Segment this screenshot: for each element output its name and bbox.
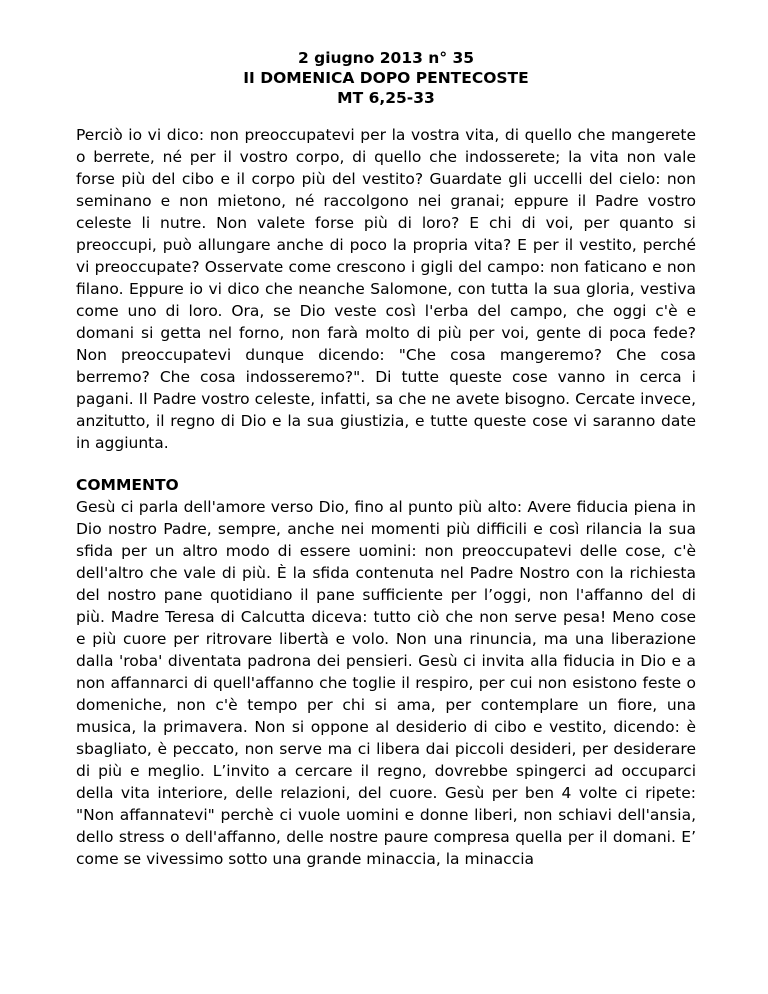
gospel-paragraph: Perciò io vi dico: non preoccupatevi per la vostra vita, di quello che mangerete o berrete, né per il vostro corpo, di quello che indosserete; la vita non vale forse più del cibo e il corpo più del vestito? Guardate gli uccelli del cielo: non seminano e non mietono, né raccolgono nei granai; eppure il Padre vostro celeste li nutre. Non valete forse più di loro? E chi di voi, per quanto si preoccupi, può allungare anche di poco la propria vita? E per il vestito, perché vi preoccupate? Osservate come crescono i gigli del campo: non faticano e non filano. Eppure io vi dico che neanche Salomone, con tutta la sua gloria, vestiva come uno di loro. Ora, se Dio veste così l'erba del campo, che oggi c'è e domani si getta nel forno, non farà molto di più per voi, gente di poca fede? Non preoccupatevi dunque dicendo: "Che cosa mangeremo? Che cosa berremo? Che cosa indosseremo?". Di tutte queste cose vanno in cerca i pagani. Il Padre vostro celeste, infatti, sa che ne avete bisogno. Cercate invece, anzitutto, il regno di Dio e la sua giustizia, e tutte queste cose vi saranno date in aggiunta. [76,126,696,452]
document-page [76,48,696,870]
date-line: 2 giugno 2013 n° 35 [297,49,475,67]
comment-heading: COMMENTO [76,476,179,494]
sunday-title: II DOMENICA DOPO PENTECOSTE [243,69,529,87]
document-header [76,48,696,108]
gospel-reference: MT 6,25-33 [337,89,435,107]
comment-paragraph: Gesù ci parla dell'amore verso Dio, fino al punto più alto: Avere fiducia piena in Dio nostro Padre, sempre, anche nei momenti più difficili e così rilancia la sua sfida per un altro modo di essere uomini: non preoccupatevi delle cose, c'è dell'altro che vale di più. È la sfida contenuta nel Padre Nostro con la richiesta del nostro pane quotidiano il pane sufficiente per l’oggi, non l'affanno del di più. Madre Teresa di Calcutta diceva: tutto ciò che non serve pesa! Meno cose e più cuore per ritrovare libertà e volo. Non una rinuncia, ma una liberazione dalla 'roba' diventata padrona dei pensieri. Gesù ci invita alla fiducia in Dio e a non affannarci di quell'affanno che toglie il respiro, per cui non esistono feste o domeniche, non c'è tempo per chi si ama, per contemplare un fiore, una musica, la primavera. Non si oppone al desiderio di cibo e vestito, dicendo: è sbagliato, è peccato, non serve ma ci libera dai piccoli desideri, per desiderare di più e meglio. L’invito a cercare il regno, dovrebbe spingerci ad occuparci della vita interiore, delle relazioni, del cuore. Gesù per ben 4 volte ci ripete: "Non affannatevi" perchè ci vuole uomini e donne liberi, non schiavi dell'ansia, dello stress o dell'affanno, delle nostre paure compresa quella per il domani. E’ come se vivessimo sotto una grande minaccia, la minaccia [76,498,696,868]
